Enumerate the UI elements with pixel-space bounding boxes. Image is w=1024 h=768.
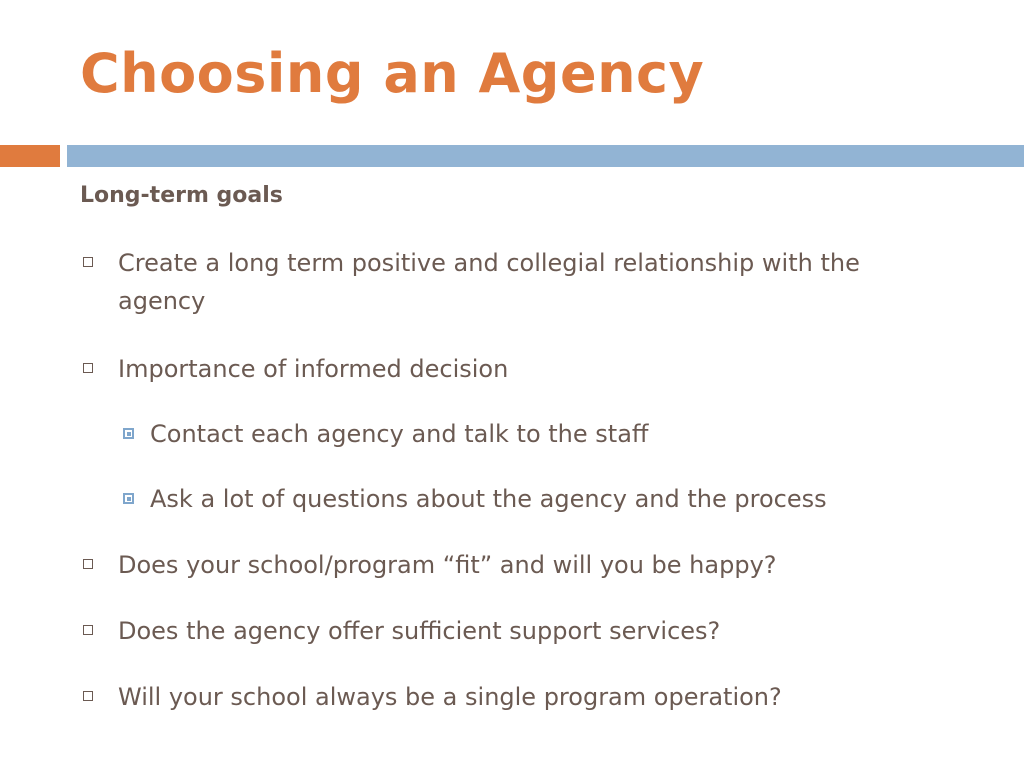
bullet-item bbox=[83, 546, 943, 584]
hollow-square-icon bbox=[83, 559, 93, 569]
bullet-text: Does the agency offer sufficient support services? bbox=[118, 617, 721, 645]
slide-title: Choosing an Agency bbox=[80, 42, 705, 105]
hollow-square-icon bbox=[83, 691, 93, 701]
bullet-text: Will your school always be a single program operation? bbox=[118, 683, 782, 711]
bullet-text: Importance of informed decision bbox=[118, 355, 509, 383]
hollow-square-icon bbox=[83, 363, 93, 373]
title-accent-bar-blue bbox=[67, 145, 1024, 167]
section-subheading: Long-term goals bbox=[80, 183, 283, 208]
bullet-text: Create a long term positive and collegial relationship with the agency bbox=[118, 249, 860, 315]
sub-bullet-item bbox=[123, 480, 923, 518]
hollow-square-icon bbox=[83, 257, 93, 267]
sub-bullet-text: Contact each agency and talk to the staff bbox=[150, 420, 649, 448]
bullet-item bbox=[83, 244, 943, 320]
bullet-item bbox=[83, 612, 943, 650]
hollow-square-icon bbox=[83, 625, 93, 635]
title-accent-bar-orange bbox=[0, 145, 60, 167]
bullet-item bbox=[83, 678, 943, 716]
bullet-item bbox=[83, 350, 943, 388]
sub-bullet-item bbox=[123, 415, 923, 453]
sub-bullet-text: Ask a lot of questions about the agency and the process bbox=[150, 485, 827, 513]
bullet-text: Does your school/program “fit” and will you be happy? bbox=[118, 551, 777, 579]
nested-square-icon bbox=[123, 428, 134, 439]
nested-square-icon bbox=[123, 493, 134, 504]
